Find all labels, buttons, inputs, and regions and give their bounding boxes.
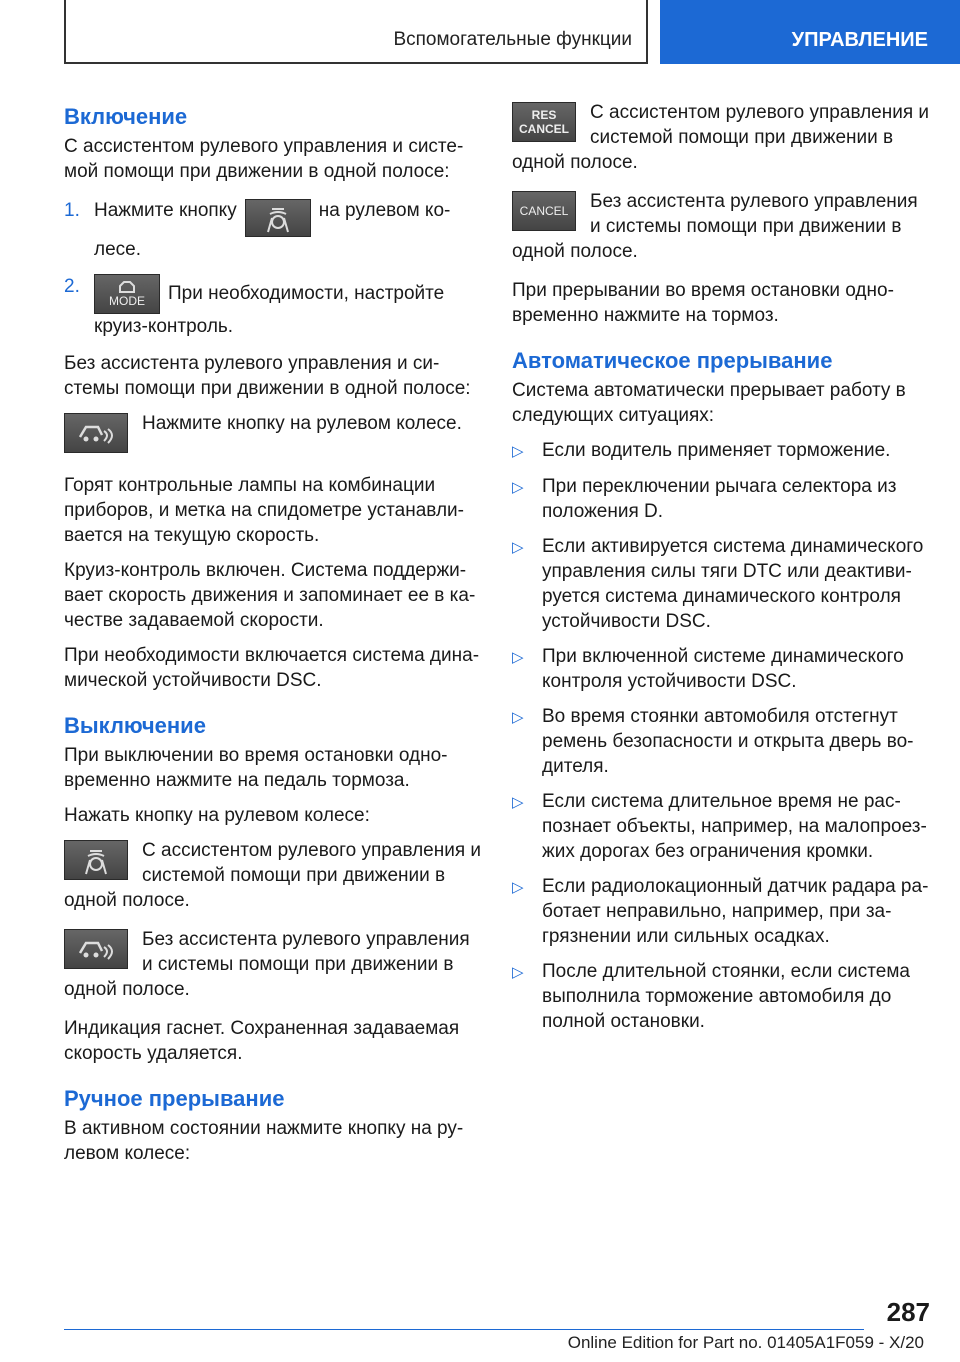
bullet-triangle-icon: ▷ [512, 539, 524, 556]
paragraph: При прерывании во время остановки одновременно нажмите на тормоз. [512, 280, 894, 326]
paragraph: Горят контрольные лампы на комбинации приборов, и метка на спидометре устанавливается на текущую скорость. [64, 475, 464, 546]
heading-manual-interrupt: Ручное прерывание [64, 1086, 285, 1111]
bullet-triangle-icon: ▷ [512, 964, 524, 981]
header-section [64, 0, 648, 64]
header-chapter [660, 0, 960, 64]
left-column [64, 100, 484, 1176]
lane-assist-button-icon [64, 840, 128, 880]
list-item: ▷ Если система длительное время не распознает объекты, например, на малопроезжих дорогах без ограничения кромки. [512, 791, 927, 862]
button-description: Без ассистента рулевого управления и системы помощи при движении в одной полосе. [64, 929, 470, 1000]
footer-edition: Online Edition for Part no. 01405A1F059 - X/20 [567, 1333, 924, 1352]
section-title: Вспомогательные функции [393, 29, 632, 50]
mode-button-icon: MODE [94, 274, 160, 314]
button-description: Нажмите кнопку на рулевом колесе. [64, 411, 484, 459]
paragraph: Система автоматически прерывает работу в следующих ситуациях: [512, 380, 906, 426]
cruise-control-button-icon [64, 413, 128, 453]
paragraph: С ассистентом рулевого управления и системой помощи при движении в одной полосе: [64, 136, 464, 182]
chapter-title: УПРАВЛЕНИЕ [791, 29, 928, 51]
res-cancel-button-icon: RES CANCEL [512, 102, 576, 142]
step-number: 1. [64, 200, 80, 221]
paragraph: Без ассистента рулевого управления и системы помощи при движении в одной полосе: [64, 353, 471, 399]
right-column [512, 100, 932, 1044]
list-item: ▷ После длительной стоянки, если система выполнила торможение автомобиля до полной остановки. [512, 961, 910, 1032]
button-description: RES CANCEL С ассистентом рулевого управления и системой помощи при движении в одной полосе. [512, 102, 930, 173]
page-number: 287 [886, 1297, 930, 1327]
cancel-button-icon: CANCEL [512, 191, 576, 231]
step-2: 2. MODE При необходимости, настройте круиз-контроль. [64, 276, 445, 337]
list-item: ▷ Если водитель применяет торможение. [512, 438, 932, 464]
paragraph: Нажать кнопку на рулевом колесе: [64, 805, 370, 826]
list-item: ▷ Во время стоянки автомобиля отстегнут ремень безопасности и открыта дверь водителя. [512, 706, 914, 777]
list-item: ▷ При переключении рычага селектора из положения D. [512, 476, 897, 522]
heading-deactivation: Выключение [64, 713, 206, 738]
paragraph: При выключении во время остановки одновременно нажмите на педаль тормоза. [64, 745, 448, 791]
paragraph: В активном состоянии нажмите кнопку на рулевом колесе: [64, 1118, 464, 1164]
button-description: CANCEL Без ассистента рулевого управления и системы помощи при движении в одной полосе. [512, 191, 918, 262]
bullet-triangle-icon: ▷ [512, 649, 524, 666]
step-number: 2. [64, 276, 80, 297]
bullet-triangle-icon: ▷ [512, 794, 524, 811]
bullet-triangle-icon: ▷ [512, 709, 524, 726]
cruise-control-button-icon [64, 929, 128, 969]
heading-activation: Включение [64, 104, 188, 129]
bullet-triangle-icon: ▷ [512, 443, 524, 460]
footer-divider [64, 1329, 864, 1330]
list-item: ▷ Если активируется система динамического управления силы тяги DTC или деактивируется система динамического контроля устойчивости DSC. [512, 536, 924, 632]
paragraph: Круиз-контроль включен. Система поддерживает скорость движения и запоминает ее в качестве задаваемой скорости. [64, 560, 476, 631]
paragraph: При необходимости включается система динамической устойчивости DSC. [64, 645, 480, 691]
list-item: ▷ При включенной системе динамического контроля устойчивости DSC. [512, 646, 904, 692]
button-description: С ассистентом рулевого управления и системой помощи при движении в одной полосе. [64, 840, 482, 911]
bullet-triangle-icon: ▷ [512, 879, 524, 896]
bullet-triangle-icon: ▷ [512, 479, 524, 496]
list-item: ▷ Если радиолокационный датчик радара работает неправильно, например, при загрязнении или сильных осадках. [512, 876, 929, 947]
lane-assist-button-icon [245, 199, 311, 237]
bullet-list [512, 438, 932, 1034]
heading-auto-interrupt: Автоматическое прерывание [512, 348, 833, 373]
paragraph: Индикация гаснет. Сохраненная задаваемая скорость удаляется. [64, 1018, 460, 1064]
step-1: 1. Нажмите кнопку на рулевом колесе. [64, 200, 451, 260]
